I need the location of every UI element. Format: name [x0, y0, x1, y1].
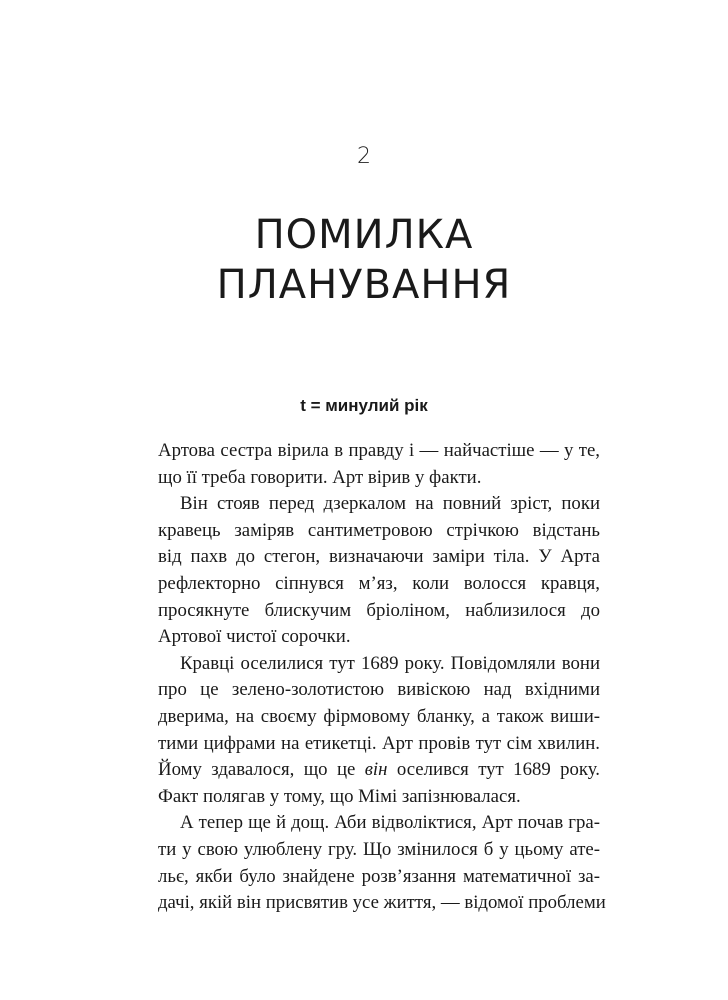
body-text: [158, 438, 606, 917]
chapter-title-line-1: ПОМИЛКА: [254, 212, 474, 258]
text-line: льє, якби було знайдене розв’язання математичної за-: [158, 865, 600, 887]
text-line: про це зелено-золотистою вивіскою над вхідними: [158, 679, 600, 701]
text-line: Артової чистої сорочки.: [158, 626, 351, 648]
text-line: просякнуте блискучим бріоліном, наблизилося до: [158, 599, 600, 621]
text-line: дверима, на своєму фірмовому бланку, а також виши-: [158, 705, 600, 727]
text-line: [158, 757, 600, 784]
text-line: Артова сестра вірила в правду і — найчастіше — у те,: [158, 440, 600, 461]
text-line: кравець заміряв сантиметровою стрічкою відстань: [158, 519, 600, 541]
paragraph-3: [158, 651, 600, 811]
text-line: від пахв до стегон, визначаючи заміри тіла. У Арта: [158, 546, 600, 568]
chapter-number: 2: [357, 144, 371, 169]
text-line: Кравці оселилися тут 1689 року. Повідомляли вони: [180, 652, 600, 674]
text-line: Факт полягав у тому, що Мімі запізнювалася.: [158, 785, 521, 807]
text-line: А тепер ще й дощ. Аби відволіктися, Арт почав гра-: [180, 812, 600, 834]
text-line: тими цифрами на етикетці. Арт провів тут сім хвилин.: [158, 732, 600, 754]
paragraph-4: [158, 810, 606, 916]
chapter-title: [0, 210, 728, 310]
text-line: дачі, якій він присвятив усе життя, — відомої проблеми: [158, 892, 606, 914]
emphasized-word: він: [364, 759, 388, 781]
text-line: що її треба говорити. Арт вірив у факти.: [158, 466, 482, 488]
text-line: рефлекторно сіпнувся м’яз, коли волосся кравця,: [158, 572, 600, 594]
text-fragment: Йому здавалося, що це: [158, 759, 365, 781]
chapter-title-line-2: ПЛАНУВАННЯ: [216, 262, 512, 308]
paragraph-2: [158, 491, 600, 651]
time-marker: t = минулий рік: [300, 396, 428, 415]
text-line: Він стояв перед дзеркалом на повний зріст, поки: [180, 493, 600, 515]
text-line: ти у свою улюблену гру. Що змінилося б у цьому ате-: [158, 838, 600, 860]
text-fragment: оселився тут 1689 року.: [387, 759, 600, 781]
paragraph-1: [158, 438, 600, 491]
